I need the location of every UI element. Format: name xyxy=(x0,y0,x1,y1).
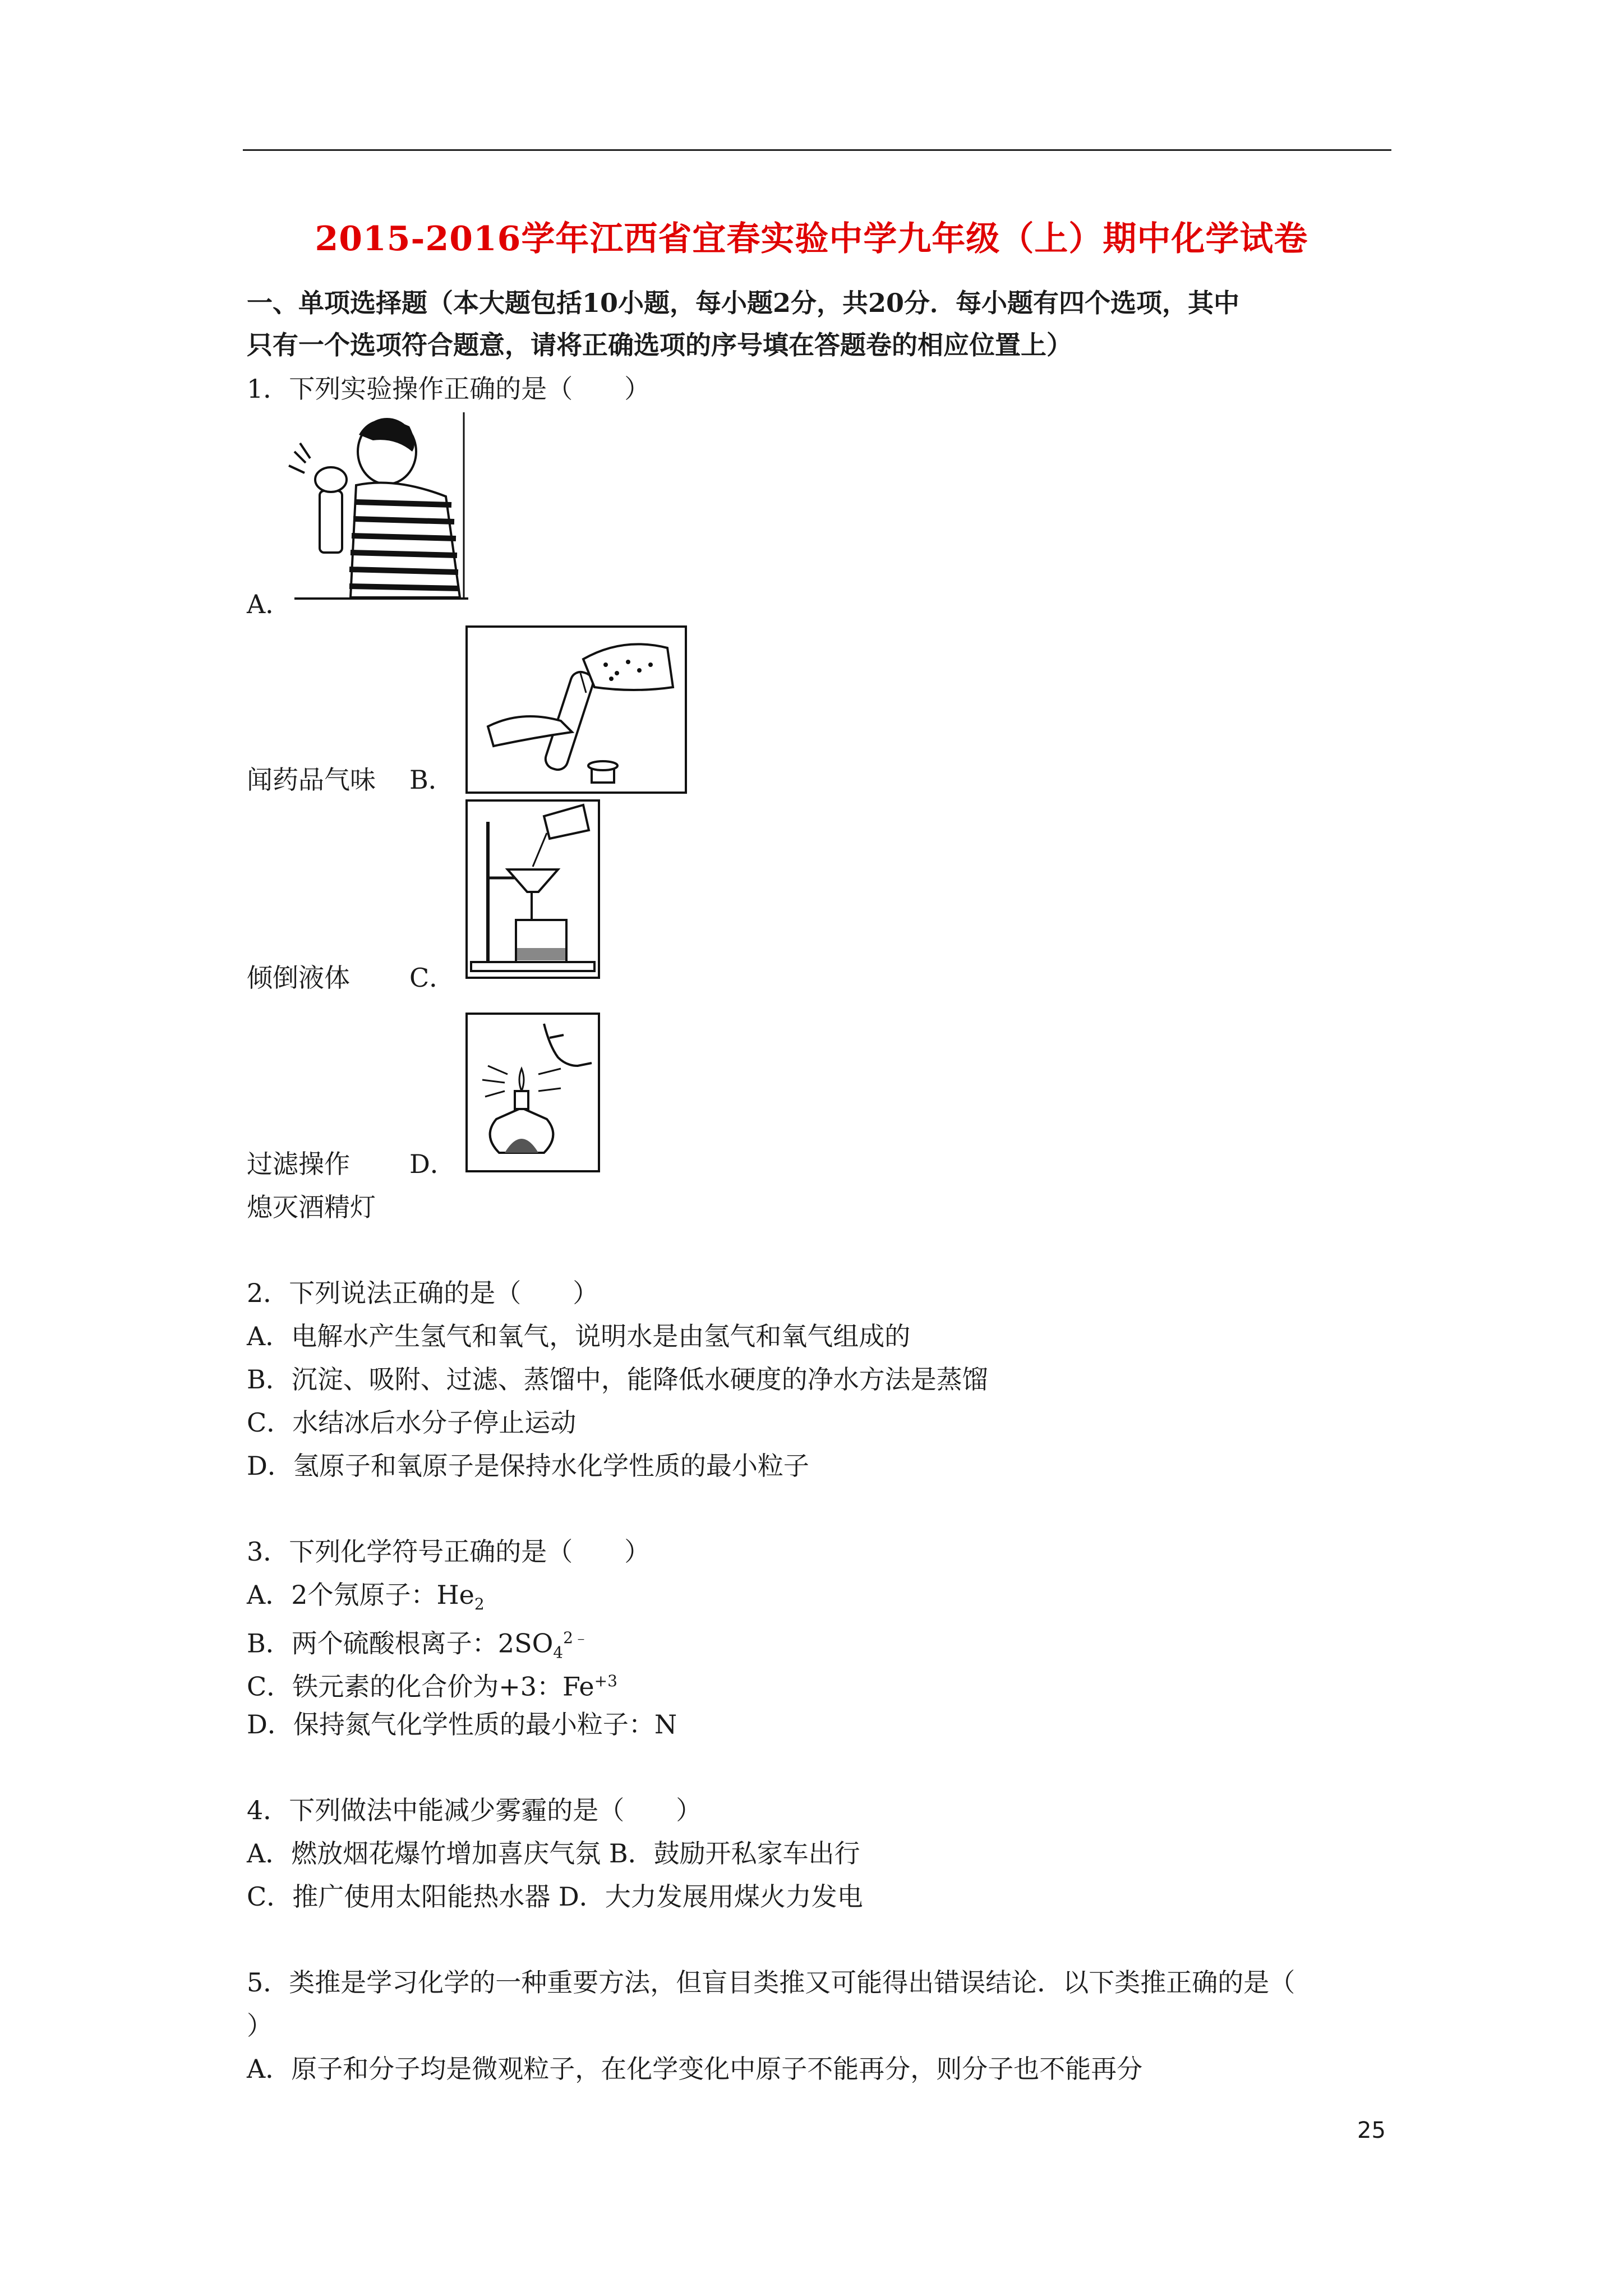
q4-options-cd: C．推广使用太阳能热水器 D．大力发展用煤火力发电 xyxy=(247,1881,863,1912)
q4-stem: 4．下列做法中能减少雾霾的是（ ） xyxy=(247,1795,702,1825)
q1-option-c-label: C． xyxy=(409,963,455,993)
q2-option-b: B．沉淀、吸附、过滤、蒸馏中，能降低水硬度的净水方法是蒸馏 xyxy=(247,1364,988,1395)
q3-option-d: D．保持氮气化学性质的最小粒子：N xyxy=(247,1709,677,1740)
q1-row-b xyxy=(247,763,454,797)
header-rule xyxy=(243,149,1391,151)
q2-option-d: D．氢原子和氧原子是保持水化学性质的最小粒子 xyxy=(247,1451,809,1481)
q1-figure-c-filtration xyxy=(465,799,600,979)
q1-row-c xyxy=(247,961,455,995)
q1-option-a-label: A． xyxy=(247,589,292,619)
section-heading-line-2: 只有一个选项符合题意，请将正确选项的序号填在答题卷的相应位置上） xyxy=(247,330,1072,360)
section-heading-line-1: 一、单项选择题（本大题包括10小题，每小题2分，共20分．每小题有四个选项，其中 xyxy=(247,288,1240,318)
q2-option-c: C．水结冰后水分子停止运动 xyxy=(247,1407,577,1438)
exam-title: 2015-2016学年江西省宜春实验中学九年级（上）期中化学试卷 xyxy=(315,219,1308,259)
q1-option-a-caption: 闻药品气味 xyxy=(247,765,376,795)
q3-option-c: C．铁元素的化合价为+3：$Fe^{+3}$ xyxy=(247,1671,617,1702)
q1-figure-a-smelling xyxy=(283,412,468,603)
q1-stem: 1．下列实验操作正确的是（ ） xyxy=(247,374,651,404)
q5-stem-line-2: ） xyxy=(247,2010,273,2041)
q1-option-b-caption: 倾倒液体 xyxy=(247,963,350,993)
q1-option-b-label: B． xyxy=(409,765,454,795)
q5-option-a: A．原子和分子均是微观粒子，在化学变化中原子不能再分，则分子也不能再分 xyxy=(247,2054,1143,2084)
q1-option-c-caption: 过滤操作 xyxy=(247,1149,350,1179)
q1-figure-b-pouring xyxy=(465,625,687,794)
q3-stem: 3．下列化学符号正确的是（ ） xyxy=(247,1536,651,1567)
q2-stem: 2．下列说法正确的是（ ） xyxy=(247,1278,599,1308)
q3-option-b: B．两个硫酸根离子：$2SO_4^{2﹣}$ xyxy=(247,1628,589,1662)
q2-option-a: A．电解水产生氢气和氧气，说明水是由氢气和氧气组成的 xyxy=(247,1321,911,1351)
q5-stem-line-1: 5．类推是学习化学的一种重要方法，但盲目类推又可能得出错误结论．以下类推正确的是（ xyxy=(247,1967,1295,1998)
q1-row-d xyxy=(247,1147,456,1181)
page-number: 25 xyxy=(1357,2118,1386,2143)
q4-options-ab: A．燃放烟花爆竹增加喜庆气氛 B．鼓励开私家车出行 xyxy=(247,1838,860,1869)
q1-figure-d-alcohol-lamp xyxy=(465,1013,600,1172)
q3-option-a: A．2个氖原子：$He_2$ xyxy=(247,1580,485,1614)
q1-option-d-label: D． xyxy=(409,1149,456,1179)
q1-option-d-caption: 熄灭酒精灯 xyxy=(247,1192,376,1222)
